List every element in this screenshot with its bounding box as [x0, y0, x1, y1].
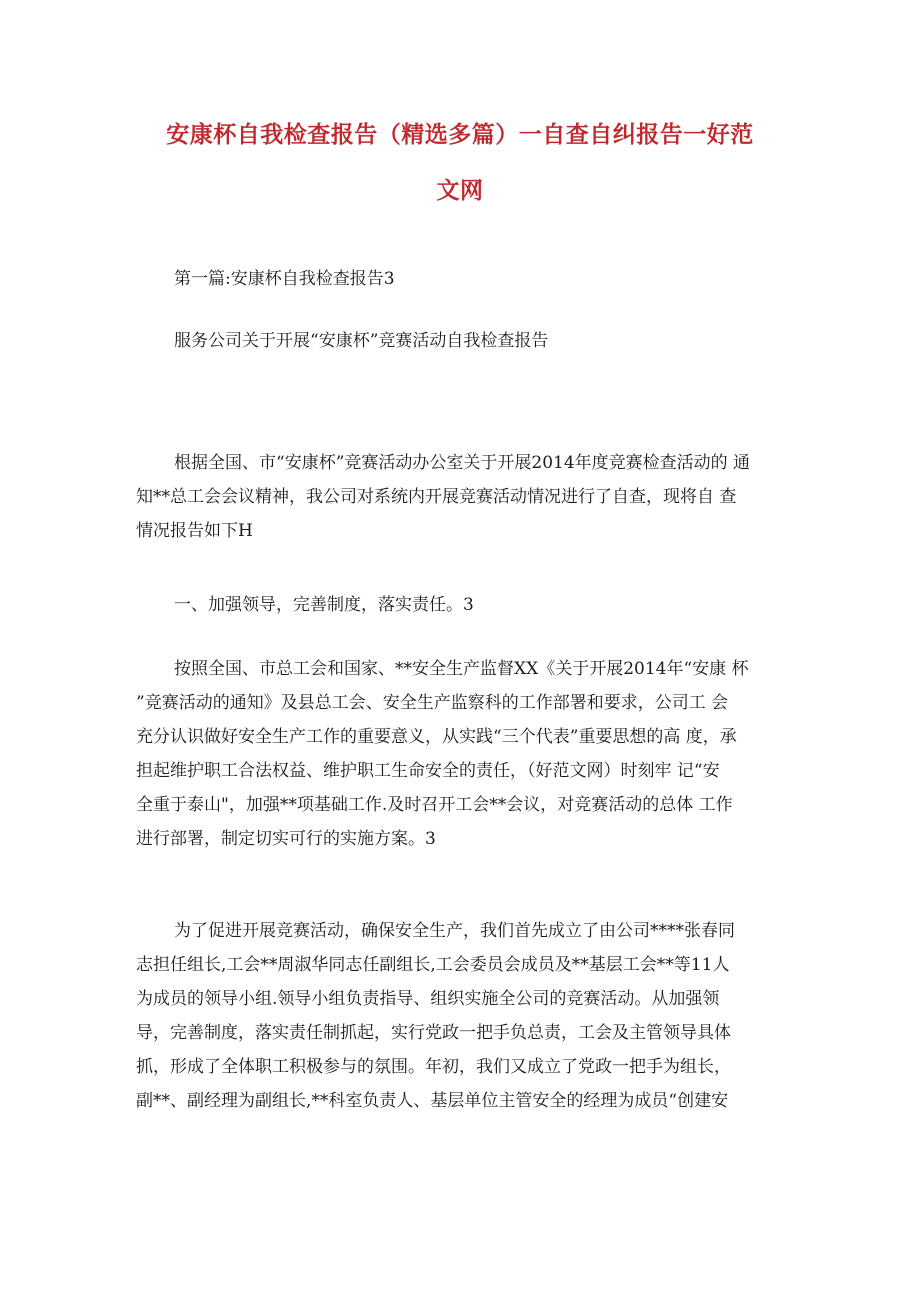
document-title-line2: 文网 [436, 178, 484, 204]
paragraph-2 [136, 652, 788, 856]
paragraph-line: 按照全国、市总工会和国家、**安全生产监督XX《关于开展2014年“安康 杯 [174, 659, 749, 679]
paragraph-line: 充分认识做好安全生产工作的重要意义，从实践“三个代表”重要思想的高 度，承 [136, 727, 737, 747]
document-title-line1: 安康杯自我检查报告（精选多篇）一自查自纠报告一好范 [166, 122, 754, 148]
paragraph-line: 抓，形成了全体职工积极参与的氛围。年初，我们又成立了党政一把手为组长， [136, 1057, 731, 1077]
paragraph-line: 副**、副经理为副组长,**科室负责人、基层单位主管安全的经理为成员“创建安 [136, 1091, 729, 1111]
paragraph-line: 为了促进开展竞赛活动，确保安全生产，我们首先成立了由公司****张春同 [174, 921, 735, 941]
heading-1: 一、加强领导，完善制度，落实责任。3 [174, 595, 474, 615]
paragraph-line: 担起维护职工合法权益、维护职工生命安全的责任，（好范文网）时刻牢 记“安 [136, 761, 720, 781]
paragraph-1 [136, 446, 788, 548]
section-heading: 第一篇:安康杯自我检查报告3 [174, 269, 395, 289]
report-subtitle: 服务公司关于开展“安康杯”竞赛活动自我检查报告 [174, 331, 549, 351]
paragraph-line: 全重于泰山"，加强**项基础工作.及时召开工会**会议，对竞赛活动的总体 工作 [136, 795, 733, 815]
paragraph-line: 情况报告如下H [136, 521, 253, 541]
paragraph-line: 知**总工会会议精神，我公司对系统内开展竞赛活动情况进行了自查，现将自 查 [136, 487, 737, 507]
paragraph-line: 导，完善制度，落实责任制抓起，实行党政一把手负总责，工会及主管领导具体 [136, 1023, 731, 1043]
paragraph-line: 根据全国、市“安康杯”竞赛活动办公室关于开展2014年度竞赛检查活动的 通 [174, 453, 751, 473]
paragraph-line: 进行部署，制定切实可行的实施方案。3 [136, 829, 436, 849]
paragraph-line: 志担任组长,工会**周淑华同志任副组长,工会委员会成员及**基层工会**等11人 [136, 955, 730, 975]
paragraph-3 [136, 914, 788, 1118]
paragraph-line: ”竞赛活动的通知》及县总工会、安全生产监察科的工作部署和要求，公司工 会 [136, 693, 729, 713]
paragraph-line: 为成员的领导小组.领导小组负责指导、组织实施全公司的竞赛活动。从加强领 [136, 989, 720, 1009]
